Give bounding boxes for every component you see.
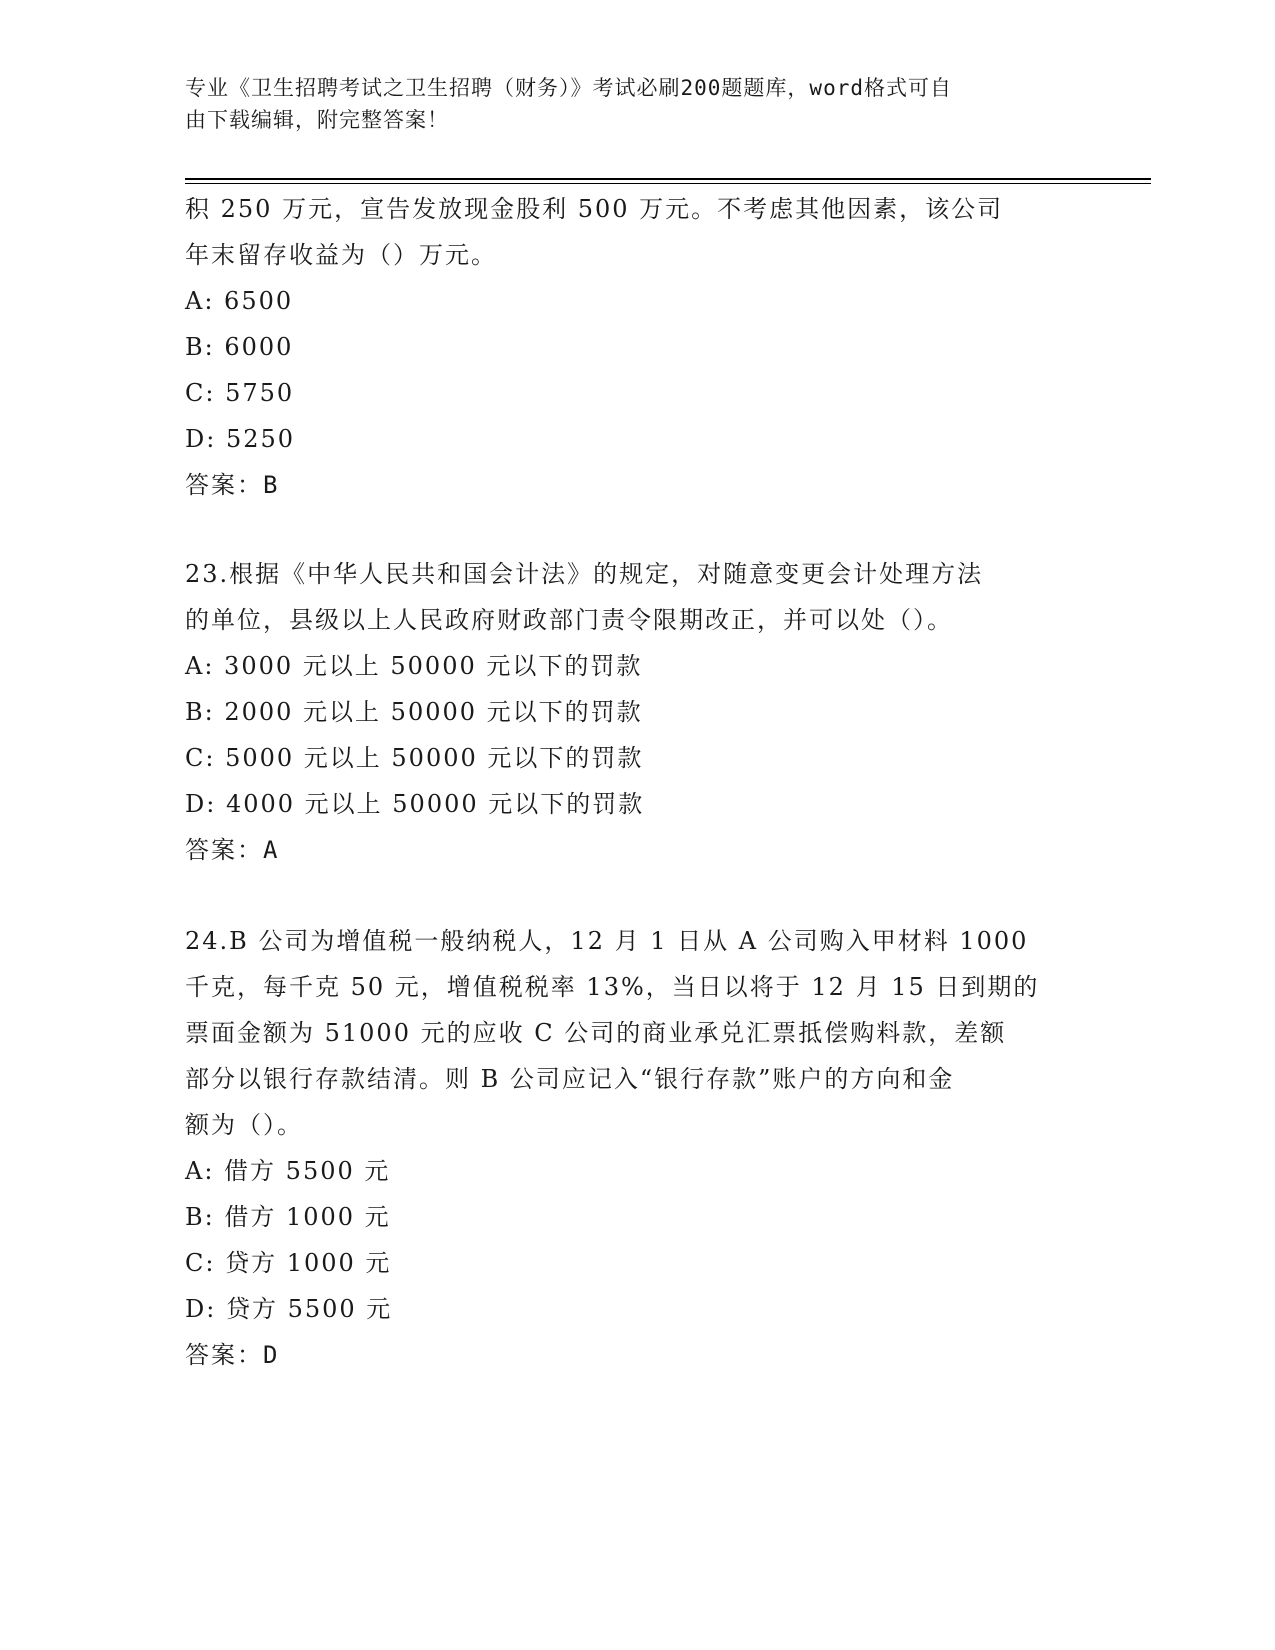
question-22-option-a: A: 6500	[185, 287, 294, 315]
header-line-2: 由下载编辑，附完整答案！	[185, 108, 449, 132]
question-24	[185, 918, 1085, 1378]
question-22	[185, 186, 1085, 508]
question-23-option-b: B: 2000 元以上 50000 元以下的罚款	[185, 698, 643, 726]
question-24-answer: 答案：D	[185, 1341, 280, 1369]
question-23-option-d: D: 4000 元以上 50000 元以下的罚款	[185, 790, 645, 818]
question-23-option-c: C: 5000 元以上 50000 元以下的罚款	[185, 744, 644, 772]
question-22-stem-line-2: 年末留存收益为（）万元。	[185, 241, 497, 269]
question-24-stem-line-1: 24.B 公司为增值税一般纳税人，12 月 1 日从 A 公司购入甲材料 1000	[185, 927, 1029, 955]
question-22-option-d: D: 5250	[185, 425, 296, 453]
question-22-answer: 答案：B	[185, 471, 280, 499]
question-24-option-c: C: 贷方 1000 元	[185, 1249, 392, 1277]
question-24-stem-line-3: 票面金额为 51000 元的应收 C 公司的商业承兑汇票抵偿购料款，差额	[185, 1019, 1007, 1047]
question-24-stem-line-5: 额为（）。	[185, 1111, 303, 1139]
question-23-option-a: A: 3000 元以上 50000 元以下的罚款	[185, 652, 643, 680]
question-23-answer: 答案：A	[185, 836, 280, 864]
question-23-stem-line-1: 23.根据《中华人民共和国会计法》的规定，对随意变更会计处理方法	[185, 560, 984, 588]
question-22-stem-line-1: 积 250 万元，宣告发放现金股利 500 万元。不考虑其他因素，该公司	[185, 195, 1004, 223]
question-23	[185, 551, 1085, 873]
header-rule-thick	[185, 178, 1151, 180]
question-22-option-c: C: 5750	[185, 379, 295, 407]
question-23-stem-line-2: 的单位，县级以上人民政府财政部门责令限期改正，并可以处（）。	[185, 606, 953, 634]
header-line-1: 专业《卫生招聘考试之卫生招聘（财务）》考试必刷200题题库，word格式可自	[185, 76, 952, 100]
question-24-option-b: B: 借方 1000 元	[185, 1203, 391, 1231]
question-24-stem-line-2: 千克，每千克 50 元，增值税税率 13%，当日以将于 12 月 15 日到期的	[185, 973, 1040, 1001]
question-24-option-a: A: 借方 5500 元	[185, 1157, 391, 1185]
question-24-stem-line-4: 部分以银行存款结清。则 B 公司应记入“银行存款”账户的方向和金	[185, 1065, 955, 1093]
question-24-option-d: D: 贷方 5500 元	[185, 1295, 393, 1323]
document-header	[185, 72, 1065, 136]
header-rule-thin	[185, 183, 1151, 184]
question-22-option-b: B: 6000	[185, 333, 294, 361]
